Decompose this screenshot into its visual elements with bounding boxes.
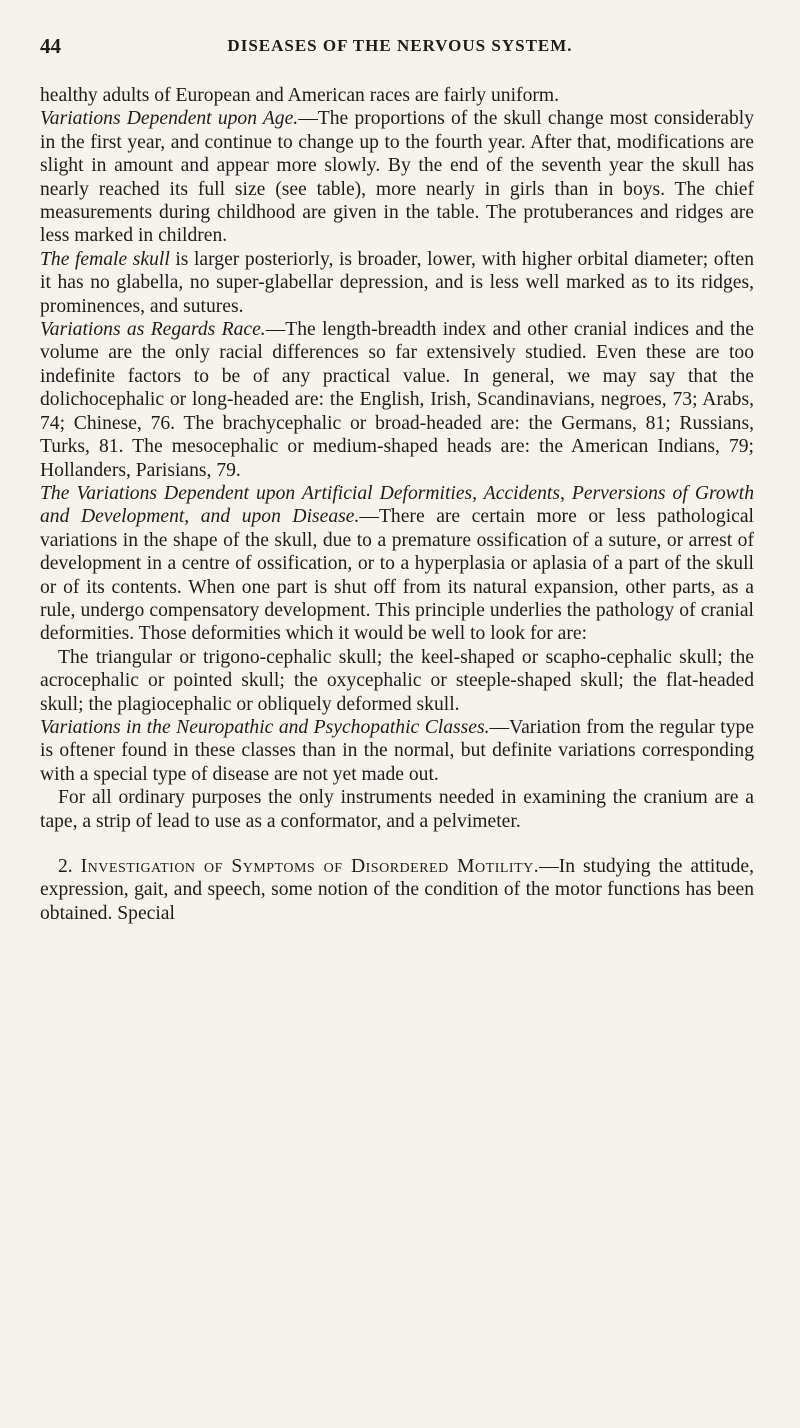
paragraph-deformities-text: —There are certain more or less pathological variations in the shape of the skull, due to a premature ossification of a suture, or arrest of development in a centre of ossification, or to a hyperplasia or aplasia of a part of the skull or of its contents. When one part is shut off from its natural expansion, other parts, as a rule, undergo compensatory development. This principle underlies the pathology of cranial deformities. Those deformities which it would be well to look for are: [40,506,754,645]
page-body [40,84,754,925]
paragraph-continuation: healthy adults of European and American races are fairly uniform. [40,85,560,106]
paragraph-deformities [40,482,754,646]
running-head: DISEASES OF THE NERVOUS SYSTEM. [227,36,573,55]
section-number: 2. [58,856,81,877]
paragraph-neuropathic-text: —Variation from the regular type is oftener found in these classes than in the normal, but definite variations corresponding with a special type of disease are not yet made out. [40,716,755,785]
subheading-deformities: The Variations Dependent upon Artificial Deformities, Accidents, Perversions of Growth and Development, and upon Disease. [40,482,754,528]
paragraph-age-variations [40,107,754,247]
page-header [40,34,760,60]
subheading-neuropathic: Variations in the Neuropathic and Psychopathic Classes. [40,716,490,738]
subheading-race: Variations as Regards Race. [40,319,266,341]
paragraph-race-variations [40,318,754,482]
paragraph-instruments: For all ordinary purposes the only instruments needed in examining the cranium are a tape, a strip of lead to use as a conformator, and a pelvimeter. [40,787,754,832]
paragraph-female-skull [40,248,754,318]
paragraph-neuropathic [40,716,754,786]
paragraph-female-skull-text: is larger posteriorly, is broader, lower, with higher orbital diameter; often it has no glabella, no super-glabellar depression, and is less well marked as to its ridges, prominences, and sutures. [40,248,755,317]
paragraph-skull-types: The triangular or trigono-cephalic skull; the keel-shaped or scapho-cephalic skull; the acrocephalic or pointed skull; the oxycephalic or steeple-shaped skull; the flat-headed skull; the plagiocephalic or obliquely deformed skull. [40,646,754,715]
subheading-age: Variations Dependent upon Age. [40,108,299,130]
section-motility [40,855,754,925]
section-dash: — [539,856,559,877]
paragraph-race-text: —The length-breadth index and other cranial indices and the volume are the only racial differences so far extensively studied. Even these are too indefinite factors to be of any practical value. In general, we may say that the dolichocephalic or long-headed are: the English, Irish, Scandinavians, negroes, 73; Arabs, 74; Chinese, 76. The brachycephalic or broad-headed are: the Germans, 81; Russians, Turks, 81. The mesocephalic or medium-shaped heads are: the American Indians, 79; Hollanders, Parisians, 79. [40,319,754,481]
section-heading-motility: Investigation of Symptoms of Disordered Motility. [80,856,540,877]
subheading-female-skull: The female skull [40,248,170,270]
page-number: 44 [40,34,61,58]
paragraph-age-text: —The proportions of the skull change most considerably in the first year, and continue to change up to the fourth year. After that, modifications are slight in amount and appear more slowly. By the end of the seventh year the skull has nearly reached its full size (see table), more nearly in girls than in boys. The chief measurements during childhood are given in the table. The protuberances and ridges are less marked in children. [40,108,754,247]
section-motility-text: In studying the attitude, expression, gait, and speech, some notion of the condition of the motor functions has been obtained. Special [40,856,754,924]
